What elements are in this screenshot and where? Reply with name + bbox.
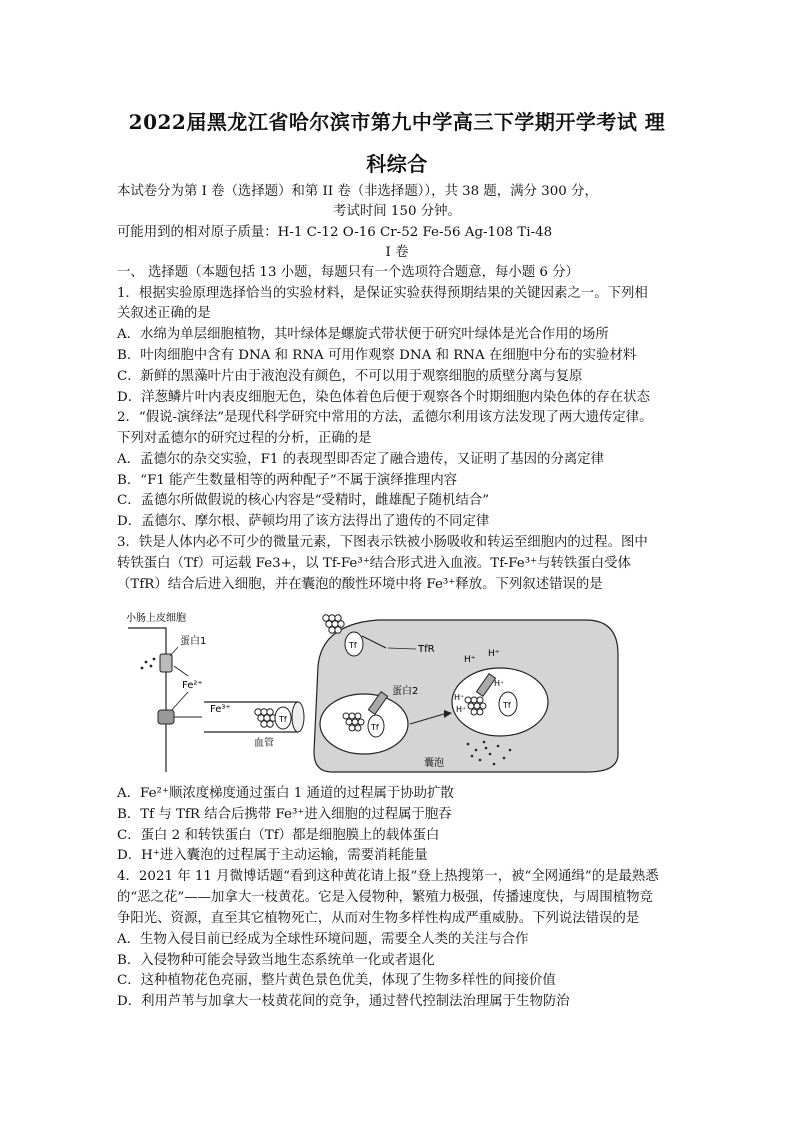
q4-stem-1: 4．2021 年 11 月微博话题“看到这种黄花请上报”登上热搜第一，被“全网通缉”的是最熟悉 [117,869,659,884]
fe2-arrow [174,666,188,676]
fe3-label: Fe³⁺ [210,704,231,715]
tf-label-vesicle2: Tf [503,701,511,710]
q1-option-c: C．新鲜的黑藻叶片由于液泡没有颜色，不可以用于观察细胞的质壁分离与复原 [117,369,583,384]
q2-option-c: C．孟德尔所做假说的核心内容是“受精时，雌雄配子随机结合” [117,493,490,508]
q2-stem-2: 下列对孟德尔的研究过程的分析，正确的是 [117,431,372,446]
q1-option-d: D．洋葱鳞片叶内表皮细胞无色，染色体着色后便于观察各个时期细胞内染色体的存在状态 [117,390,650,405]
q1-option-b: B．叶肉细胞中含有 DNA 和 RNA 可用作观察 DNA 和 RNA 在细胞中分布的实验材料 [117,348,637,363]
q2-option-d: D．孟德尔、摩尔根、萨顿均用了该方法得出了遗传的不同定律 [117,514,490,529]
tf-label-vessel: Tf [279,715,287,724]
volume-label: I 卷 [385,245,409,260]
hplus-label-1: H⁺ [464,655,476,665]
q3-stem-2: 转铁蛋白（Tf）可运载 Fe3+，以 Tf-Fe³⁺结合形式进入血液。Tf-Fe³⁺与转铁蛋白受体 [117,556,631,571]
epithelial-cell-outline [128,628,166,772]
protein1-channel [160,654,172,672]
exam-title-line1: 2022届黑龙江省哈尔滨市第九中学高三下学期开学考试 理 [128,110,666,134]
intro-line1: 本试卷分为第 I 卷（选择题）和第 II 卷（非选择题）），共 38 题，满分 300 分， [117,184,598,199]
q3-stem-3: （TfR）结合后进入细胞，并在囊泡的酸性环境中将 Fe³⁺释放。下列叙述错误的是 [117,577,603,592]
q1-stem-1: 1．根据实验原理选择恰当的实验材料，是保证实验获得预期结果的关键因素之一。下列相 [117,286,648,301]
q3-option-c: C．蛋白 2 和转铁蛋白（Tf）都是细胞膜上的载体蛋白 [117,828,440,843]
q1-stem-2: 关叙述正确的是 [117,306,211,321]
vesicle-label: 囊泡 [424,758,444,769]
q3-option-a: A．Fe²⁺顺浓度梯度通过蛋白 1 通道的过程属于协助扩散 [117,786,454,801]
protein1-label: 蛋白1 [180,636,207,647]
q2-option-b: B．“F1 能产生数量相等的两种配子”不属于演绎推理内容 [117,473,458,488]
vessel-label: 血管 [254,738,274,749]
q4-option-a: A．生物入侵目前已经成为全球性环境问题，需要全人类的关注与合作 [117,932,529,947]
svg-text:H⁺: H⁺ [456,705,467,714]
hplus-label-2: H⁺ [488,649,500,659]
q2-option-a: A．孟德尔的杂交实验，F1 的表现型即否定了融合遗传，又证明了基因的分离定律 [117,452,605,467]
tf-label-vesicle1: Tf [371,723,379,732]
svg-text:H⁺: H⁺ [454,693,465,702]
svg-text:H⁺: H⁺ [494,679,505,688]
q4-option-d: D．利用芦苇与加拿大一枝黄花间的竞争，通过替代控制法治理属于生物防治 [117,994,570,1009]
fe2-label: Fe²⁺ [182,680,203,691]
atomic-masses: 可能用到的相对原子质量：H-1 C-12 O-16 Cr-52 Fe-56 Ag-108 Ti-48 [117,225,553,240]
q3-option-d: D．H⁺进入囊泡的过程属于主动运输，需要消耗能量 [117,848,428,863]
exporter-protein [158,710,174,724]
tfr-label: TfR [418,644,435,655]
q1-option-a: A．水绵为单层细胞植物，其叶绿体是螺旋式带状便于研究叶绿体是光合作用的场所 [117,327,609,342]
vesicle-1 [320,694,408,754]
q3-option-b: B．Tf 与 TfR 结合后携带 Fe³⁺进入细胞的过程属于胞吞 [117,807,452,822]
intro-line2: 考试时间 150 分钟。 [333,204,461,219]
q4-option-b: B．入侵物种可能会导致当地生态系统单一化或者退化 [117,953,435,968]
q4-option-c: C．这种植物花色亮丽，整片黄色景色优美，体现了生物多样性的间接价值 [117,973,556,988]
protein2-label: 蛋白2 [392,686,419,697]
q4-stem-3: 争阳光、资源，直至其它植物死亡，从而对生物多样性构成严重威胁。下列说法错误的是 [117,911,640,926]
section-heading: 一、 选择题（本题包括 13 小题，每题只有一个选项符合题意，每小题 6 分） [117,265,579,280]
cell-label: 小肠上皮细胞 [126,613,186,624]
q4-stem-2: 的“恶之花”——加拿大一枝黄花。它是入侵物种，繁殖力极强，传播速度快，与周围植物竞 [117,890,653,905]
tf-label-membrane: Tf [349,641,357,650]
q2-stem-1: 2．“假说-演绎法”是现代科学研究中常用的方法，孟德尔利用该方法发现了两大遗传定律。 [117,410,653,425]
tf-fe-complex-vessel [255,707,291,729]
q3-stem-1: 3．铁是人体内必不可少的微量元素，下图表示铁被小肠吸收和转运至细胞内的过程。图中 [117,535,648,550]
exam-title-line2: 科综合 [366,152,428,176]
iron-transport-diagram [118,604,678,776]
